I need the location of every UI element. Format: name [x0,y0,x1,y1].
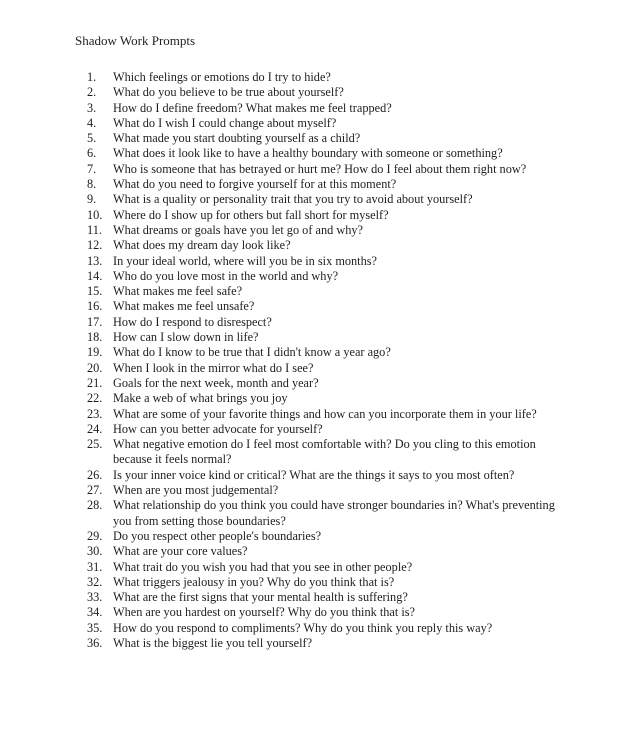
prompt-item [87,498,559,529]
prompt-text: What are the first signs that your mental health is suffering? [113,590,408,605]
prompt-text: What are your core values? [113,544,248,559]
prompt-item [87,315,559,330]
prompt-text: When are you hardest on yourself? Why do you think that is? [113,605,415,620]
prompt-text: How can I slow down in life? [113,330,259,345]
prompt-text: Who do you love most in the world and why? [113,268,339,283]
prompt-item [87,422,559,437]
prompt-text: What do you need to forgive yourself for at this moment? [113,177,397,192]
prompt-item [87,529,559,544]
prompt-item [87,162,559,177]
prompt-number: 17. [87,314,103,329]
prompt-item [87,101,559,116]
prompt-text: Who is someone that has betrayed or hurt me? How do I feel about them right now? [113,161,527,176]
prompt-item [87,254,559,269]
prompt-number: 31. [87,559,103,574]
prompt-text: What are some of your favorite things and how can you incorporate them in your life? [113,406,537,421]
prompt-text: In your ideal world, where will you be in six months? [113,253,377,268]
prompt-item [87,284,559,299]
prompt-number: 23. [87,406,103,421]
prompt-text: What makes me feel safe? [113,284,243,299]
prompt-text: What do you believe to be true about yourself? [113,85,344,100]
prompt-number: 32. [87,574,103,589]
prompt-text: When are you most judgemental? [113,483,279,498]
prompt-item [87,590,559,605]
prompt-item [87,575,559,590]
prompt-item [87,223,559,238]
prompt-item [87,636,559,651]
prompt-text: Where do I show up for others but fall short for myself? [113,207,389,222]
prompt-number: 22. [87,391,103,406]
prompt-text: What is a quality or personality trait that you try to avoid about yourself? [113,192,473,207]
prompt-item [87,146,559,161]
prompt-text: What negative emotion do I feel most comfortable with? Do you cling to this emotion because it feels normal? [113,437,536,467]
prompt-item [87,391,559,406]
prompt-text: How do you respond to compliments? Why do you think you reply this way? [113,620,493,635]
prompt-text: What triggers jealousy in you? Why do you think that is? [113,574,395,589]
prompt-number: 3. [87,100,97,115]
prompt-number: 26. [87,467,103,482]
prompt-text: What made you start doubting yourself as a child? [113,131,361,146]
prompt-item [87,605,559,620]
prompt-number: 21. [87,375,103,390]
prompt-item [87,483,559,498]
prompt-number: 11. [87,222,102,237]
prompt-text: Make a web of what brings you joy [113,391,288,406]
prompt-item [87,85,559,100]
prompt-number: 8. [87,177,97,192]
prompt-number: 4. [87,115,97,130]
prompt-text: What makes me feel unsafe? [113,299,255,314]
prompt-number: 34. [87,605,103,620]
prompt-number: 15. [87,284,103,299]
prompt-text: What is the biggest lie you tell yourself? [113,635,313,650]
prompt-item [87,345,559,360]
prompt-text: What relationship do you think you could have stronger boundaries in? What's preventing you from setting those boundaries? [113,498,555,528]
prompt-number: 12. [87,238,103,253]
prompt-item [87,177,559,192]
prompt-number: 9. [87,192,97,207]
prompt-number: 16. [87,299,103,314]
prompt-number: 13. [87,253,103,268]
prompt-number: 5. [87,131,97,146]
prompt-text: How can you better advocate for yourself? [113,421,323,436]
prompt-text: What does my dream day look like? [113,238,291,253]
prompt-number: 25. [87,437,103,452]
prompt-item [87,560,559,575]
prompt-text: What does it look like to have a healthy boundary with someone or something? [113,146,503,161]
prompt-number: 10. [87,207,103,222]
prompt-item [87,330,559,345]
prompt-number: 24. [87,421,103,436]
prompt-number: 1. [87,70,97,84]
prompt-number: 14. [87,268,103,283]
prompt-text: What do I know to be true that I didn't know a year ago? [113,345,391,360]
prompt-text: Is your inner voice kind or critical? What are the things it says to you most often? [113,467,515,482]
prompt-item [87,621,559,636]
prompt-text: Do you respect other people's boundaries? [113,528,322,543]
prompt-text: Goals for the next week, month and year? [113,375,319,390]
prompt-item [87,376,559,391]
prompt-number: 35. [87,620,103,635]
prompt-item [87,131,559,146]
prompt-item [87,437,559,468]
prompt-text: How do I respond to disrespect? [113,314,272,329]
prompt-number: 7. [87,161,97,176]
prompt-item [87,208,559,223]
prompt-number: 18. [87,330,103,345]
prompt-number: 33. [87,590,103,605]
prompt-item [87,70,559,85]
prompt-item [87,116,559,131]
prompt-number: 27. [87,483,103,498]
prompt-text: What do I wish I could change about myself? [113,115,337,130]
prompt-item [87,468,559,483]
prompt-number: 28. [87,498,103,513]
prompt-number: 6. [87,146,97,161]
prompt-number: 20. [87,360,103,375]
prompt-number: 36. [87,635,103,650]
prompt-number: 2. [87,85,97,100]
prompt-text: How do I define freedom? What makes me feel trapped? [113,100,392,115]
prompt-text: When I look in the mirror what do I see? [113,360,314,375]
document-title: Shadow Work Prompts [75,33,196,48]
prompt-item [87,544,559,559]
prompt-item [87,192,559,207]
prompt-text: What trait do you wish you had that you see in other people? [113,559,413,574]
prompt-item [87,407,559,422]
prompt-number: 29. [87,528,103,543]
prompt-text: What dreams or goals have you let go of and why? [113,222,363,237]
prompt-item [87,269,559,284]
prompt-number: 19. [87,345,103,360]
prompt-list [87,70,559,651]
prompt-number: 30. [87,544,103,559]
prompt-text: Which feelings or emotions do I try to hide? [113,70,331,84]
prompt-item [87,299,559,314]
prompt-item [87,361,559,376]
prompt-item [87,238,559,253]
